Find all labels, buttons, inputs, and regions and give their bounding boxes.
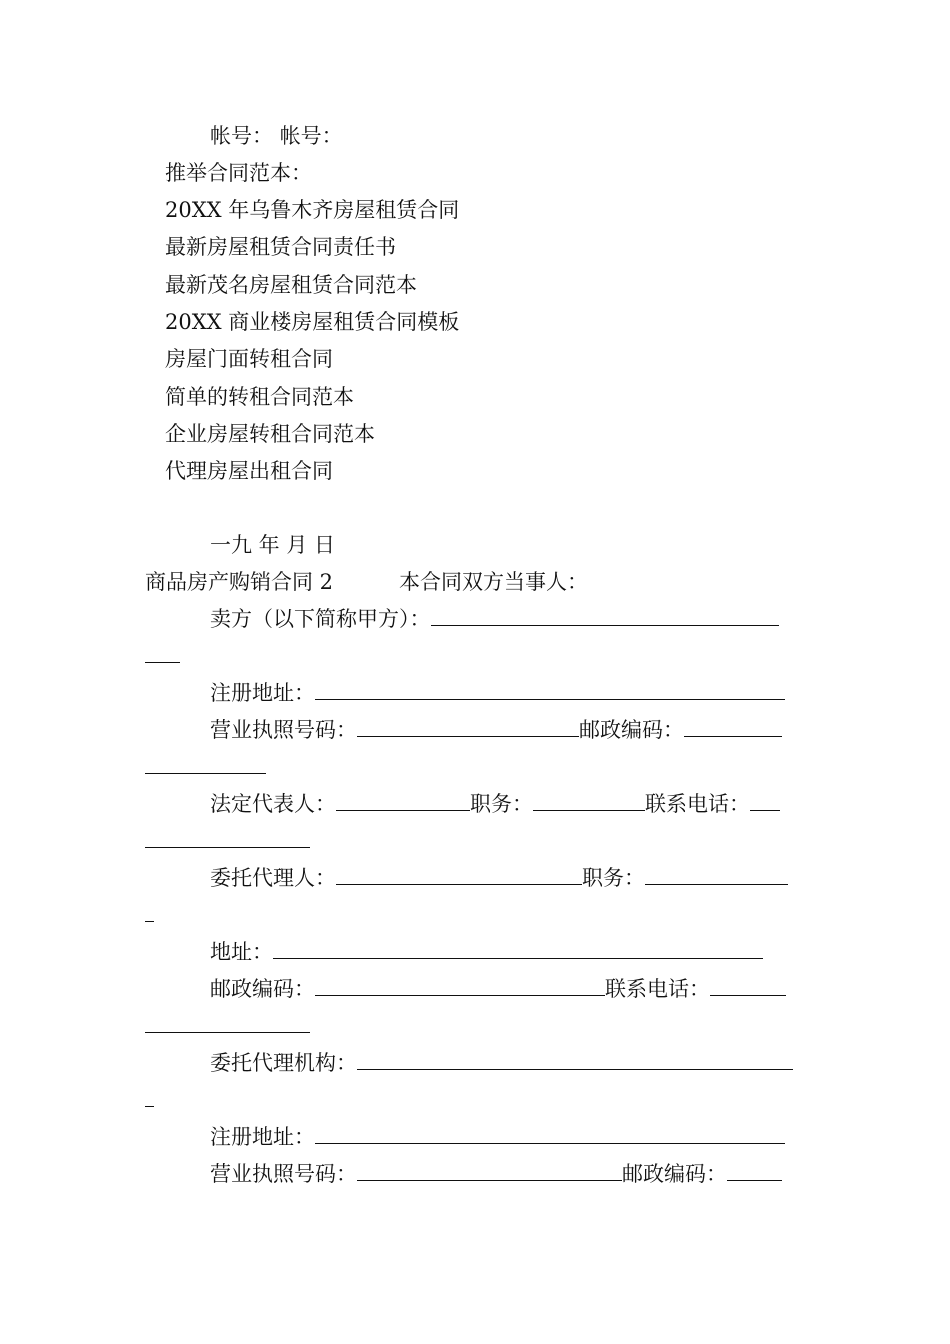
postcode-phone-line bbox=[210, 975, 786, 1003]
agency-line-cont bbox=[145, 1086, 154, 1114]
account-line bbox=[210, 122, 343, 150]
account-label: 帐号： bbox=[210, 124, 273, 148]
agency-reg-address-line bbox=[210, 1123, 785, 1151]
postcode-blank[interactable] bbox=[684, 717, 782, 737]
phone-label-2: 联系电话： bbox=[605, 977, 710, 1001]
seller-line bbox=[210, 605, 779, 633]
recommend-item[interactable]: 简单的转租合同范本 bbox=[165, 385, 354, 409]
agency-blank-cont[interactable] bbox=[145, 1087, 154, 1107]
agency-blank[interactable] bbox=[357, 1050, 793, 1070]
legal-rep-label: 法定代表人： bbox=[210, 792, 336, 816]
license-label: 营业执照号码： bbox=[210, 718, 357, 742]
postcode-blank-cont[interactable] bbox=[145, 754, 266, 774]
agent-line bbox=[210, 864, 788, 892]
account-label-2: 帐号： bbox=[279, 124, 343, 148]
agent-line-cont bbox=[145, 901, 154, 929]
address-blank[interactable] bbox=[273, 939, 763, 959]
reg-address-blank[interactable] bbox=[315, 680, 785, 700]
seller-blank[interactable] bbox=[431, 606, 779, 626]
position-label: 职务： bbox=[470, 792, 533, 816]
postcode-blank-2[interactable] bbox=[315, 976, 605, 996]
seller-label: 卖方（以下简称甲方）： bbox=[210, 607, 431, 631]
postcode-label: 邮政编码： bbox=[579, 718, 684, 742]
agency-postcode-label: 邮政编码： bbox=[622, 1162, 727, 1186]
address-label: 地址： bbox=[210, 940, 273, 964]
recommend-item[interactable]: 20XX 年乌鲁木齐房屋租赁合同 bbox=[165, 198, 460, 222]
agency-reg-address-label: 注册地址： bbox=[210, 1125, 315, 1149]
phone-blank-2[interactable] bbox=[710, 976, 786, 996]
postcode-phone-line-cont bbox=[145, 1012, 310, 1040]
license-line-cont bbox=[145, 753, 266, 781]
legal-rep-line bbox=[210, 790, 780, 818]
agency-label: 委托代理机构： bbox=[210, 1051, 357, 1075]
license-blank[interactable] bbox=[357, 717, 579, 737]
agent-position-blank[interactable] bbox=[645, 865, 788, 885]
agency-license-label: 营业执照号码： bbox=[210, 1162, 357, 1186]
recommend-item[interactable]: 企业房屋转租合同范本 bbox=[165, 422, 375, 446]
legal-rep-line-cont bbox=[145, 827, 310, 855]
position-blank[interactable] bbox=[533, 791, 645, 811]
reg-address-line bbox=[210, 679, 785, 707]
agency-license-blank[interactable] bbox=[357, 1161, 622, 1181]
agency-line bbox=[210, 1049, 793, 1077]
license-line bbox=[210, 716, 782, 744]
recommend-item[interactable]: 20XX 商业楼房屋租赁合同模板 bbox=[165, 310, 460, 334]
phone-label: 联系电话： bbox=[645, 792, 750, 816]
phone-blank-cont[interactable] bbox=[145, 828, 310, 848]
agent-label: 委托代理人： bbox=[210, 866, 336, 890]
phone-blank[interactable] bbox=[750, 791, 780, 811]
reg-address-label: 注册地址： bbox=[210, 681, 315, 705]
agency-license-line bbox=[210, 1160, 782, 1188]
date-line: 一九 年 月 日 bbox=[210, 533, 336, 557]
contract-title-line bbox=[145, 568, 588, 596]
recommend-item[interactable]: 代理房屋出租合同 bbox=[165, 459, 333, 483]
phone-blank-2-cont[interactable] bbox=[145, 1013, 310, 1033]
postcode-label-2: 邮政编码： bbox=[210, 977, 315, 1001]
recommend-item[interactable]: 最新房屋租赁合同责任书 bbox=[165, 235, 396, 259]
recommend-item[interactable]: 最新茂名房屋租赁合同范本 bbox=[165, 273, 417, 297]
agent-position-label: 职务： bbox=[582, 866, 645, 890]
address-line bbox=[210, 938, 763, 966]
recommend-heading: 推举合同范本： bbox=[165, 161, 312, 185]
parties-intro: 本合同双方当事人： bbox=[399, 570, 589, 594]
seller-line-cont bbox=[145, 642, 180, 670]
agent-blank[interactable] bbox=[336, 865, 582, 885]
agent-position-blank-cont[interactable] bbox=[145, 902, 154, 922]
legal-rep-blank[interactable] bbox=[336, 791, 470, 811]
agency-postcode-blank[interactable] bbox=[727, 1161, 782, 1181]
agency-reg-address-blank[interactable] bbox=[315, 1124, 785, 1144]
contract-title: 商品房产购销合同 2 bbox=[145, 570, 334, 594]
recommend-item[interactable]: 房屋门面转租合同 bbox=[165, 347, 333, 371]
seller-blank-cont[interactable] bbox=[145, 643, 180, 663]
